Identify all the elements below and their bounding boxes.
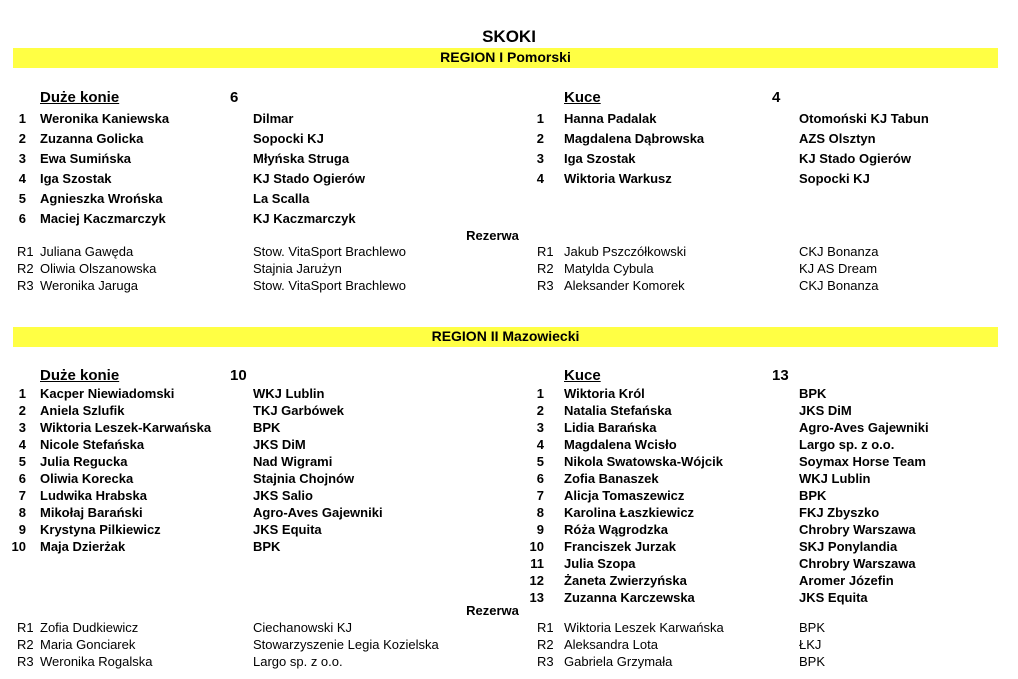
club-name: Otomoński KJ Tabun	[799, 111, 929, 126]
rider-name: Wiktoria Leszek-Karwańska	[40, 420, 212, 435]
reserve-club-name: BPK	[799, 654, 826, 669]
club-name: Aromer Józefin	[799, 573, 894, 588]
reserve-club-name: CKJ Bonanza	[799, 244, 879, 259]
rider-name: Franciszek Jurzak	[564, 539, 677, 554]
reserve-number: R2	[537, 637, 554, 652]
reserve-rider-name: Weronika Jaruga	[40, 278, 139, 293]
rank-number: 4	[536, 171, 544, 186]
club-name: Nad Wigrami	[253, 454, 333, 469]
reserve-club-name: BPK	[799, 620, 826, 635]
region-title: REGION II Mazowiecki	[431, 328, 580, 344]
rider-name: Nicole Stefańska	[40, 437, 145, 452]
rank-number: 1	[18, 386, 26, 401]
reserve-rider-name: Zofia Dudkiewicz	[40, 620, 139, 635]
category-heading: Duże konie	[40, 89, 120, 106]
category-count: 13	[772, 367, 789, 384]
reserve-club-name: Stow. VitaSport Brachlewo	[253, 278, 406, 293]
rank-number: 1	[536, 111, 544, 126]
reserve-rider-name: Oliwia Olszanowska	[40, 261, 157, 276]
rider-name: Maja Dzierżak	[40, 539, 126, 554]
rank-number: 5	[536, 454, 544, 469]
reserve-club-name: Stow. VitaSport Brachlewo	[253, 244, 406, 259]
rank-number: 6	[18, 211, 26, 226]
reserve-club-name: ŁKJ	[799, 637, 822, 652]
rider-name: Natalia Stefańska	[564, 403, 672, 418]
club-name: La Scalla	[253, 191, 310, 206]
reserve-number: R2	[17, 637, 34, 652]
rank-number: 4	[536, 437, 544, 452]
rank-number: 2	[18, 403, 26, 418]
reserve-number: R2	[17, 261, 34, 276]
club-name: Chrobry Warszawa	[799, 556, 916, 571]
rank-number: 10	[11, 539, 26, 554]
rider-name: Wiktoria Warkusz	[564, 171, 672, 186]
reserve-number: R1	[537, 244, 554, 259]
category-count: 4	[772, 89, 781, 106]
club-name: SKJ Ponylandia	[799, 539, 898, 554]
rank-number: 2	[18, 131, 26, 146]
rider-name: Wiktoria Król	[564, 386, 645, 401]
club-name: Largo sp. z o.o.	[799, 437, 895, 452]
reserve-club-name: CKJ Bonanza	[799, 278, 879, 293]
rider-name: Lidia Barańska	[564, 420, 657, 435]
rank-number: 7	[536, 488, 544, 503]
club-name: KJ Stado Ogierów	[253, 171, 365, 186]
rank-number: 3	[536, 420, 544, 435]
reserve-number: R3	[17, 278, 34, 293]
rider-name: Julia Szopa	[564, 556, 636, 571]
rank-number: 11	[530, 556, 544, 571]
rider-name: Magdalena Wcisło	[564, 437, 677, 452]
rank-number: 10	[529, 539, 544, 554]
category-heading: Kuce	[564, 367, 601, 384]
rider-name: Karolina Łaszkiewicz	[564, 505, 695, 520]
reserve-rider-name: Gabriela Grzymała	[564, 654, 673, 669]
rider-name: Zuzanna Karczewska	[564, 590, 695, 605]
rank-number: 8	[18, 505, 26, 520]
rank-number: 2	[536, 131, 544, 146]
reserve-heading: Rezerwa	[466, 603, 519, 618]
rider-name: Ludwika Hrabska	[40, 488, 147, 503]
rider-name: Aniela Szlufik	[40, 403, 125, 418]
rider-name: Krystyna Pilkiewicz	[40, 522, 161, 537]
reserve-number: R1	[17, 244, 34, 259]
rider-name: Julia Regucka	[40, 454, 128, 469]
reserve-club-name: Largo sp. z o.o.	[253, 654, 343, 669]
reserve-rider-name: Aleksandra Lota	[564, 637, 658, 652]
rank-number: 13	[529, 590, 544, 605]
rider-name: Oliwia Korecka	[40, 471, 134, 486]
reserve-rider-name: Maria Gonciarek	[40, 637, 136, 652]
club-name: Agro-Aves Gajewniki	[799, 420, 929, 435]
rider-name: Iga Szostak	[40, 171, 112, 186]
reserve-rider-name: Weronika Rogalska	[40, 654, 153, 669]
rank-number: 3	[18, 151, 26, 166]
rank-number: 7	[18, 488, 26, 503]
reserve-rider-name: Wiktoria Leszek Karwańska	[564, 620, 724, 635]
reserve-heading: Rezerwa	[466, 228, 519, 243]
page-title: SKOKI	[482, 27, 536, 46]
club-name: BPK	[253, 420, 281, 435]
rank-number: 9	[536, 522, 544, 537]
club-name: KJ Kaczmarczyk	[253, 211, 356, 226]
rank-number: 12	[529, 573, 544, 588]
club-name: Stajnia Chojnów	[253, 471, 355, 486]
club-name: BPK	[253, 539, 281, 554]
club-name: WKJ Lublin	[253, 386, 325, 401]
rank-number: 1	[18, 111, 26, 126]
rank-number: 3	[18, 420, 26, 435]
region-header	[13, 327, 998, 347]
reserve-rider-name: Jakub Pszczółkowski	[564, 244, 687, 259]
rank-number: 1	[536, 386, 544, 401]
rider-name: Iga Szostak	[564, 151, 636, 166]
club-name: Agro-Aves Gajewniki	[253, 505, 383, 520]
region-title: REGION I Pomorski	[440, 49, 571, 65]
rider-name: Mikołaj Barański	[40, 505, 143, 520]
club-name: Dilmar	[253, 111, 294, 126]
reserve-club-name: Stowarzyszenie Legia Kozielska	[253, 637, 439, 652]
club-name: JKS Equita	[253, 522, 322, 537]
reserve-rider-name: Matylda Cybula	[564, 261, 654, 276]
rider-name: Alicja Tomaszewicz	[564, 488, 685, 503]
rank-number: 4	[18, 437, 26, 452]
rider-name: Zofia Banaszek	[564, 471, 659, 486]
club-name: JKS Equita	[799, 590, 868, 605]
club-name: AZS Olsztyn	[799, 131, 876, 146]
reserve-number: R1	[537, 620, 554, 635]
region-header	[13, 48, 998, 68]
rider-name: Maciej Kaczmarczyk	[40, 211, 166, 226]
rank-number: 8	[536, 505, 544, 520]
rank-number: 6	[18, 471, 26, 486]
club-name: KJ Stado Ogierów	[799, 151, 911, 166]
club-name: BPK	[799, 488, 827, 503]
rider-name: Agnieszka Wrońska	[40, 191, 163, 206]
rank-number: 9	[18, 522, 26, 537]
category-count: 10	[230, 367, 247, 384]
rider-name: Weronika Kaniewska	[40, 111, 170, 126]
reserve-rider-name: Aleksander Komorek	[564, 278, 685, 293]
rider-name: Róża Wągrodzka	[564, 522, 669, 537]
reserve-rider-name: Juliana Gawęda	[40, 244, 134, 259]
club-name: Chrobry Warszawa	[799, 522, 916, 537]
rank-number: 3	[536, 151, 544, 166]
club-name: WKJ Lublin	[799, 471, 871, 486]
reserve-number: R1	[17, 620, 34, 635]
reserve-number: R3	[537, 278, 554, 293]
rider-name: Nikola Swatowska-Wójcik	[564, 454, 723, 469]
rank-number: 5	[18, 454, 26, 469]
rider-name: Magdalena Dąbrowska	[564, 131, 705, 146]
rider-name: Ewa Sumińska	[40, 151, 132, 166]
category-count: 6	[230, 89, 239, 106]
rank-number: 6	[536, 471, 544, 486]
rider-name: Zuzanna Golicka	[40, 131, 144, 146]
category-heading: Kuce	[564, 89, 601, 106]
rider-name: Żaneta Zwierzyńska	[564, 573, 687, 588]
reserve-club-name: Ciechanowski KJ	[253, 620, 352, 635]
reserve-number: R3	[537, 654, 554, 669]
club-name: FKJ Zbyszko	[799, 505, 880, 520]
rank-number: 2	[536, 403, 544, 418]
category-heading: Duże konie	[40, 367, 120, 384]
club-name: BPK	[799, 386, 827, 401]
club-name: Sopocki KJ	[799, 171, 870, 186]
club-name: JKS DiM	[799, 403, 852, 418]
reserve-number: R2	[537, 261, 554, 276]
club-name: Soymax Horse Team	[799, 454, 926, 469]
club-name: Młyńska Struga	[253, 151, 350, 166]
club-name: JKS Salio	[253, 488, 313, 503]
club-name: TKJ Garbówek	[253, 403, 345, 418]
club-name: Sopocki KJ	[253, 131, 324, 146]
reserve-club-name: Stajnia Jarużyn	[253, 261, 342, 276]
reserve-club-name: KJ AS Dream	[799, 261, 878, 276]
rank-number: 4	[18, 171, 26, 186]
club-name: JKS DiM	[253, 437, 306, 452]
rider-name: Hanna Padalak	[564, 111, 657, 126]
reserve-number: R3	[17, 654, 34, 669]
rider-name: Kacper Niewiadomski	[40, 386, 175, 401]
rank-number: 5	[18, 191, 26, 206]
